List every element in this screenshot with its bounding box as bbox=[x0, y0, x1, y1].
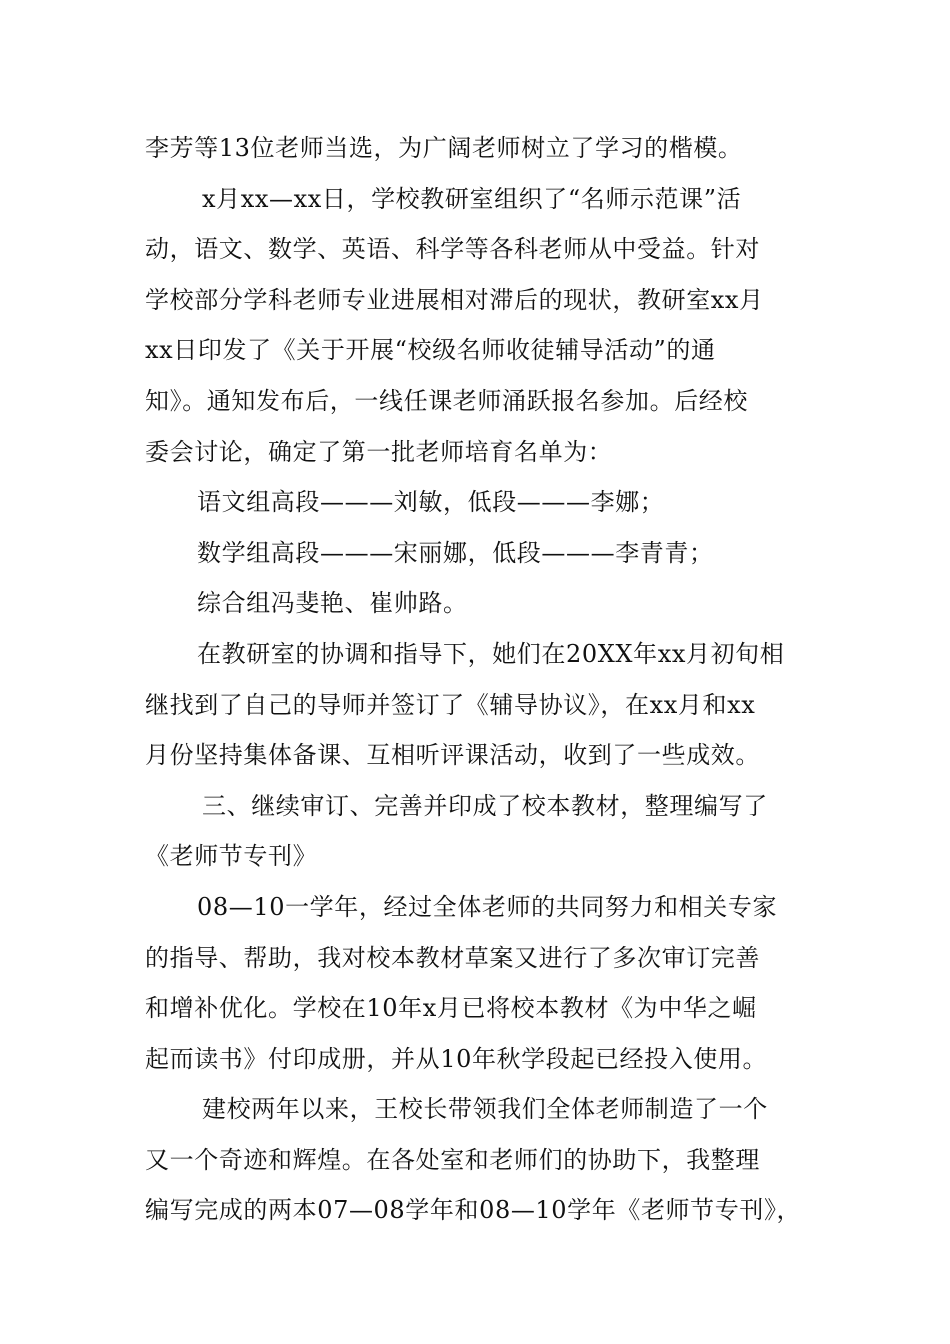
text-line: 月份坚持集体备课、互相听评课活动，收到了一些成效。 bbox=[145, 741, 760, 770]
text-line: xx日印发了《关于开展“校级名师收徒辅导活动”的通 bbox=[145, 336, 716, 365]
text-line: 起而读书》付印成册，并从10年秋学段起已经投入使用。 bbox=[145, 1044, 768, 1073]
text-line: 学校部分学科老师专业进展相对滞后的现状，教研室xx月 bbox=[145, 285, 764, 314]
text-line: 和增补优化。学校在10年x月已将校本教材《为中华之崛 bbox=[145, 994, 757, 1023]
text-line: x月xx—xx日，学校教研室组织了“名师示范课”活 bbox=[202, 184, 742, 213]
document-body bbox=[145, 123, 815, 1236]
text-line: 08—10一学年，经过全体老师的共同努力和相关专家 bbox=[197, 892, 778, 921]
text-line: 又一个奇迹和辉煌。在各处室和老师们的协助下，我整理 bbox=[145, 1145, 760, 1174]
text-line: 动，语文、数学、英语、科学等各科老师从中受益。针对 bbox=[145, 235, 760, 264]
text-line: 编写完成的两本07—08学年和08—10学年《老师节专刊》， bbox=[145, 1196, 802, 1225]
text-line: 建校两年以来，王校长带领我们全体老师制造了一个 bbox=[202, 1095, 768, 1124]
text-line: 的指导、帮助，我对校本教材草案又进行了多次审订完善 bbox=[145, 943, 760, 972]
text-line: 李芳等13位老师当选，为广阔老师树立了学习的楷模。 bbox=[145, 134, 743, 162]
text-line: 综合组冯斐艳、崔帅路。 bbox=[197, 589, 468, 618]
text-line: 语文组高段———刘敏，低段———李娜； bbox=[197, 488, 665, 517]
text-line: 在教研室的协调和指导下，她们在20XX年xx月初旬相 bbox=[197, 639, 785, 668]
section-heading-continued: 《老师节专刊》 bbox=[145, 842, 318, 871]
text-line: 数学组高段———宋丽娜，低段———李青青； bbox=[197, 538, 714, 567]
text-line: 委会讨论，确定了第一批老师培育名单为： bbox=[145, 437, 613, 466]
section-heading: 三、继续审订、完善并印成了校本教材，整理编写了 bbox=[202, 791, 768, 820]
text-line: 继找到了自己的导师并签订了《辅导协议》，在xx月和xx bbox=[145, 690, 756, 719]
text-line: 知》。通知发布后，一线任课老师涌跃报名参加。后经校 bbox=[145, 386, 748, 415]
